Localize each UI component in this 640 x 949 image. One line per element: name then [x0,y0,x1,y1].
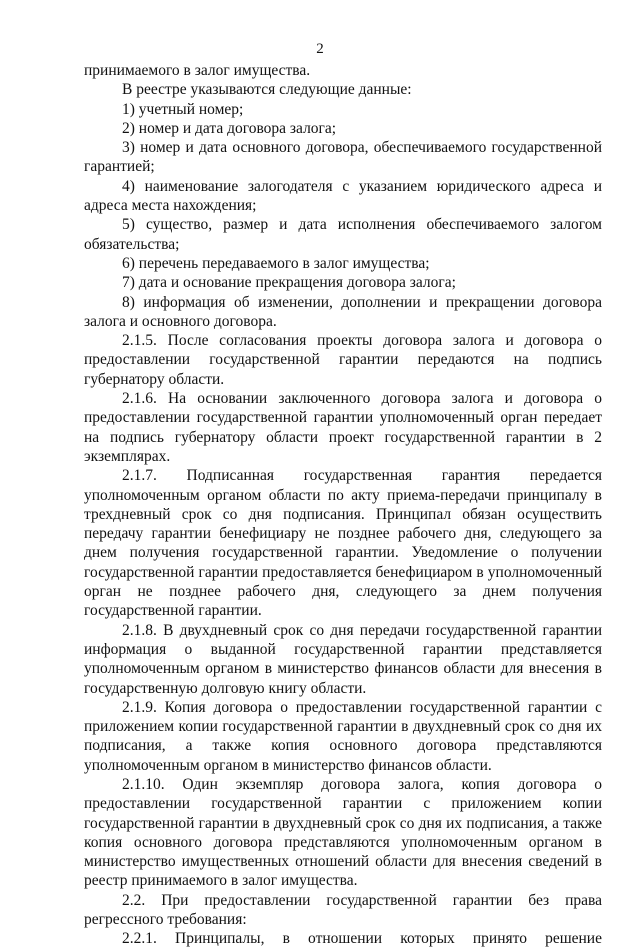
document-body [84,61,602,949]
clause-2-1-9: 2.1.9. Копия договора о предоставлении государственной гарантии с приложением копии государственной гарантии в двухдневный срок со дня их подписания, а также копия основного договора представляются уполномоченным органом в министерство финансов области. [84,698,602,774]
list-item-8: 8) информация об изменении, дополнении и прекращении договора залога и основного договора. [84,293,602,330]
clause-2-1-7: 2.1.7. Подписанная государственная гарантия передается уполномоченным органом области по акту приема-передачи принципалу в трехдневный срок со дня подписания. Принципал обязан осуществить передачу гарантии бенефициару не позднее рабочего дня, следующего за днем получения государственной гарантии. Уведомление о получении государственной гарантии предоставляется бенефициаром в уполномоченный орган не позднее рабочего дня, следующего за днем получения государственной гарантии. [84,467,602,620]
paragraph-continuation: принимаемого в залог имущества. [84,62,311,79]
list-item-4: 4) наименование залогодателя с указанием юридического адреса и адреса места нахождения; [84,177,602,215]
clause-2-2-1: 2.2.1. Принципалы, в отношении которых принято решение [122,930,602,948]
clause-2-1-5: 2.1.5. После согласования проекты договора залога и договора о предоставлении государственной гарантии передаются на подпись губернатору области. [84,332,602,388]
list-item-2: 2) номер и дата договора залога; [122,119,337,137]
clause-2-1-10: 2.1.10. Один экземпляр договора залога, копия договора о предоставлении государственной гарантии с приложением копии государственной гарантии в двухдневный срок со дня их подписания, а также копия основного договора представляются уполномоченным органом в министерство имущественных отношений области для внесения сведений в реестр принимаемого в залог имущества. [84,775,602,890]
paragraph-registry-intro: В реестре указываются следующие данные: [122,81,412,99]
list-item-7: 7) дата и основание прекращения договора залога; [122,274,456,292]
clause-2-2: 2.2. При предоставлении государственной гарантии без права регрессного требования: [84,891,602,929]
list-item-3: 3) номер и дата основного договора, обеспечиваемого государственной гарантией; [84,139,602,176]
clause-2-1-6: 2.1.6. На основании заключенного договора залога и договора о предоставлении государственной гарантии уполномоченный орган передает на подпись губернатору области проект государственной гарантии в 2 экземплярах. [84,390,602,465]
list-item-6: 6) перечень передаваемого в залог имущества; [122,254,430,272]
page-number: 2 [316,41,324,57]
list-item-5: 5) существо, размер и дата исполнения обеспечиваемого залогом обязательства; [84,216,602,253]
clause-2-1-8: 2.1.8. В двухдневный срок со дня передачи государственной гарантии информация о выданной государственной гарантии представляется уполномоченным органом в министерство финансов области для внесения в государственную долговую книгу области. [84,621,602,697]
list-item-1: 1) учетный номер; [122,100,244,118]
